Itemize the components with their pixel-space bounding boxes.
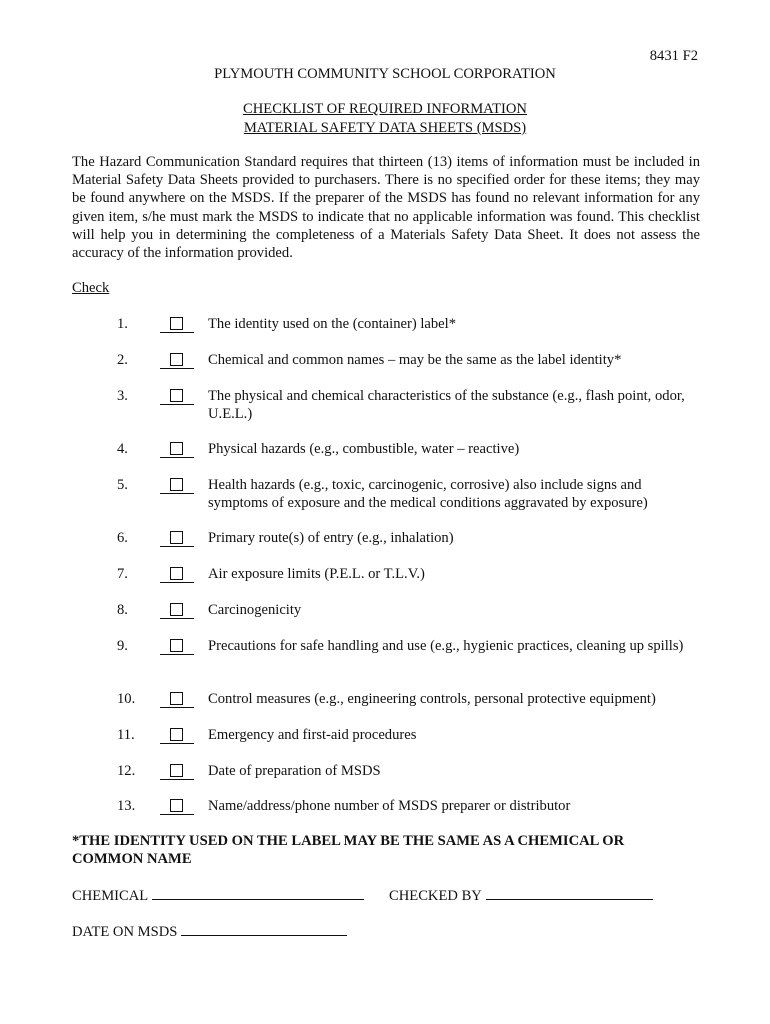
checkbox-underline: [160, 743, 194, 744]
chemical-label: CHEMICAL: [72, 888, 149, 904]
checkbox-underline: [160, 654, 194, 655]
item-text: Name/address/phone number of MSDS preparer or distributor: [208, 798, 571, 814]
item-text: Precautions for safe handling and use (e.g., hygienic practices, cleaning up spills): [208, 638, 684, 654]
item-number: 9.: [117, 638, 128, 654]
checkbox[interactable]: [170, 728, 183, 741]
check-column-label: Check: [72, 280, 110, 296]
checkbox[interactable]: [170, 531, 183, 544]
checkbox-underline: [160, 582, 194, 583]
item-text: Physical hazards (e.g., combustible, water – reactive): [208, 441, 520, 457]
checked-by-field: [389, 886, 653, 905]
checkbox-underline: [160, 404, 194, 405]
item-number: 10.: [117, 691, 136, 707]
checkbox-underline: [160, 493, 194, 494]
checkbox[interactable]: [170, 799, 183, 812]
item-text: The physical and chemical characteristics of the substance (e.g., flash point, odor, U.E.L.): [208, 388, 685, 422]
checkbox-underline: [160, 707, 194, 708]
item-text: Health hazards (e.g., toxic, carcinogenic, corrosive) also include signs and symptoms of exposure and the medical conditions aggravated by exposure): [208, 477, 648, 511]
checkbox-underline: [160, 368, 194, 369]
date-on-msds-field: [72, 922, 347, 941]
item-text: Control measures (e.g., engineering controls, personal protective equipment): [208, 691, 656, 707]
checkbox-field: [160, 692, 194, 708]
checkbox-field: [160, 567, 194, 583]
checkbox[interactable]: [170, 442, 183, 455]
item-text: Emergency and first-aid procedures: [208, 727, 417, 743]
checkbox-field: [160, 764, 194, 780]
checkbox-field: [160, 531, 194, 547]
item-number: 7.: [117, 566, 128, 582]
checkbox[interactable]: [170, 353, 183, 366]
intro-paragraph: The Hazard Communication Standard requires that thirteen (13) items of information must be included in Material Safety Data Sheets provided to purchasers. There is no specified order for these items; they may be found anywhere on the MSDS. If the preparer of the MSDS has found no relevant information for any given item, s/he must mark the MSDS to indicate that no applicable information was found. This checklist will help you in determining the completeness of a Materials Safety Data Sheet. It does not assess the accuracy of the information provided.: [72, 154, 700, 262]
item-number: 8.: [117, 602, 128, 618]
footnote: *THE IDENTITY USED ON THE LABEL MAY BE THE SAME AS A CHEMICAL OR COMMON NAME: [72, 833, 625, 867]
checkbox-underline: [160, 779, 194, 780]
checkbox[interactable]: [170, 639, 183, 652]
item-number: 1.: [117, 316, 128, 332]
checkbox-field: [160, 639, 194, 655]
checkbox-underline: [160, 814, 194, 815]
chemical-field: [72, 886, 364, 905]
checkbox-field: [160, 799, 194, 815]
item-text: Date of preparation of MSDS: [208, 763, 381, 779]
checkbox-field: [160, 728, 194, 744]
checked-by-label: CHECKED BY: [389, 888, 482, 904]
checkbox-field: [160, 442, 194, 458]
checkbox[interactable]: [170, 317, 183, 330]
checkbox-underline: [160, 618, 194, 619]
item-text: Carcinogenicity: [208, 602, 302, 618]
date-on-msds-label: DATE ON MSDS: [72, 924, 178, 940]
item-number: 6.: [117, 530, 128, 546]
checkbox[interactable]: [170, 764, 183, 777]
item-number: 3.: [117, 388, 128, 404]
checkbox-underline: [160, 457, 194, 458]
checkbox-underline: [160, 546, 194, 547]
checkbox-field: [160, 478, 194, 494]
checkbox-field: [160, 389, 194, 405]
checkbox-field: [160, 353, 194, 369]
item-number: 13.: [117, 798, 136, 814]
date-on-msds-input[interactable]: [181, 922, 347, 936]
item-text: Chemical and common names – may be the same as the label identity*: [208, 352, 622, 368]
checked-by-input[interactable]: [486, 886, 653, 900]
checkbox-underline: [160, 332, 194, 333]
item-text: Primary route(s) of entry (e.g., inhalation): [208, 530, 454, 546]
form-code: 8431 F2: [649, 48, 698, 64]
checkbox[interactable]: [170, 692, 183, 705]
chemical-input[interactable]: [152, 886, 364, 900]
document-title-line-2: MATERIAL SAFETY DATA SHEETS (MSDS): [243, 120, 527, 136]
item-text: The identity used on the (container) label*: [208, 316, 457, 332]
organization-name: PLYMOUTH COMMUNITY SCHOOL CORPORATION: [214, 66, 556, 82]
item-number: 2.: [117, 352, 128, 368]
item-number: 11.: [117, 727, 135, 743]
document-title-line-1: CHECKLIST OF REQUIRED INFORMATION: [243, 101, 527, 117]
checkbox[interactable]: [170, 603, 183, 616]
item-number: 5.: [117, 477, 128, 493]
checkbox[interactable]: [170, 567, 183, 580]
item-number: 4.: [117, 441, 128, 457]
checkbox[interactable]: [170, 389, 183, 402]
checkbox-field: [160, 603, 194, 619]
item-number: 12.: [117, 763, 136, 779]
item-text: Air exposure limits (P.E.L. or T.L.V.): [208, 566, 425, 582]
checkbox[interactable]: [170, 478, 183, 491]
checkbox-field: [160, 317, 194, 333]
